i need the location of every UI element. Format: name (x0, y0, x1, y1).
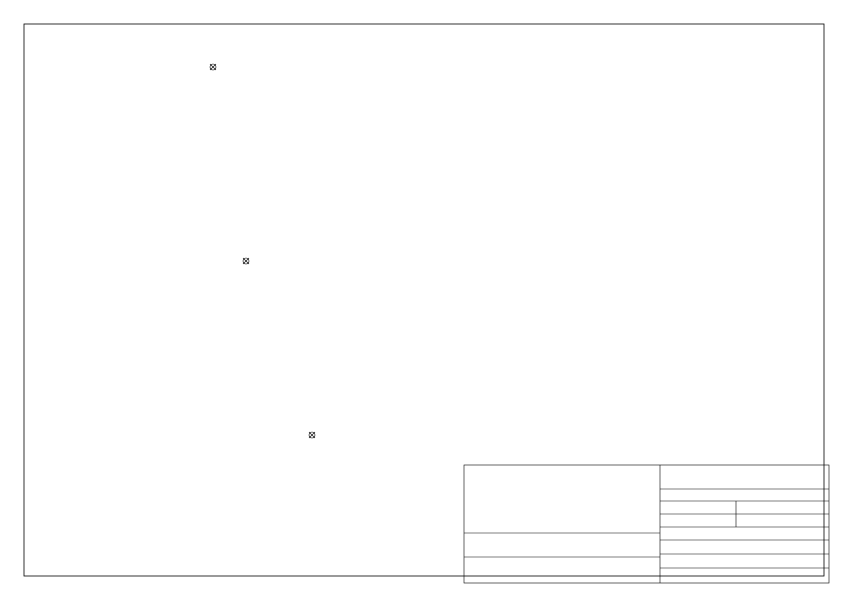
platform-center-marker (243, 258, 249, 264)
sheet-frame (24, 24, 824, 576)
point-a-marker (210, 64, 216, 70)
title-block-grid (464, 465, 829, 583)
point-b-marker (309, 432, 315, 438)
